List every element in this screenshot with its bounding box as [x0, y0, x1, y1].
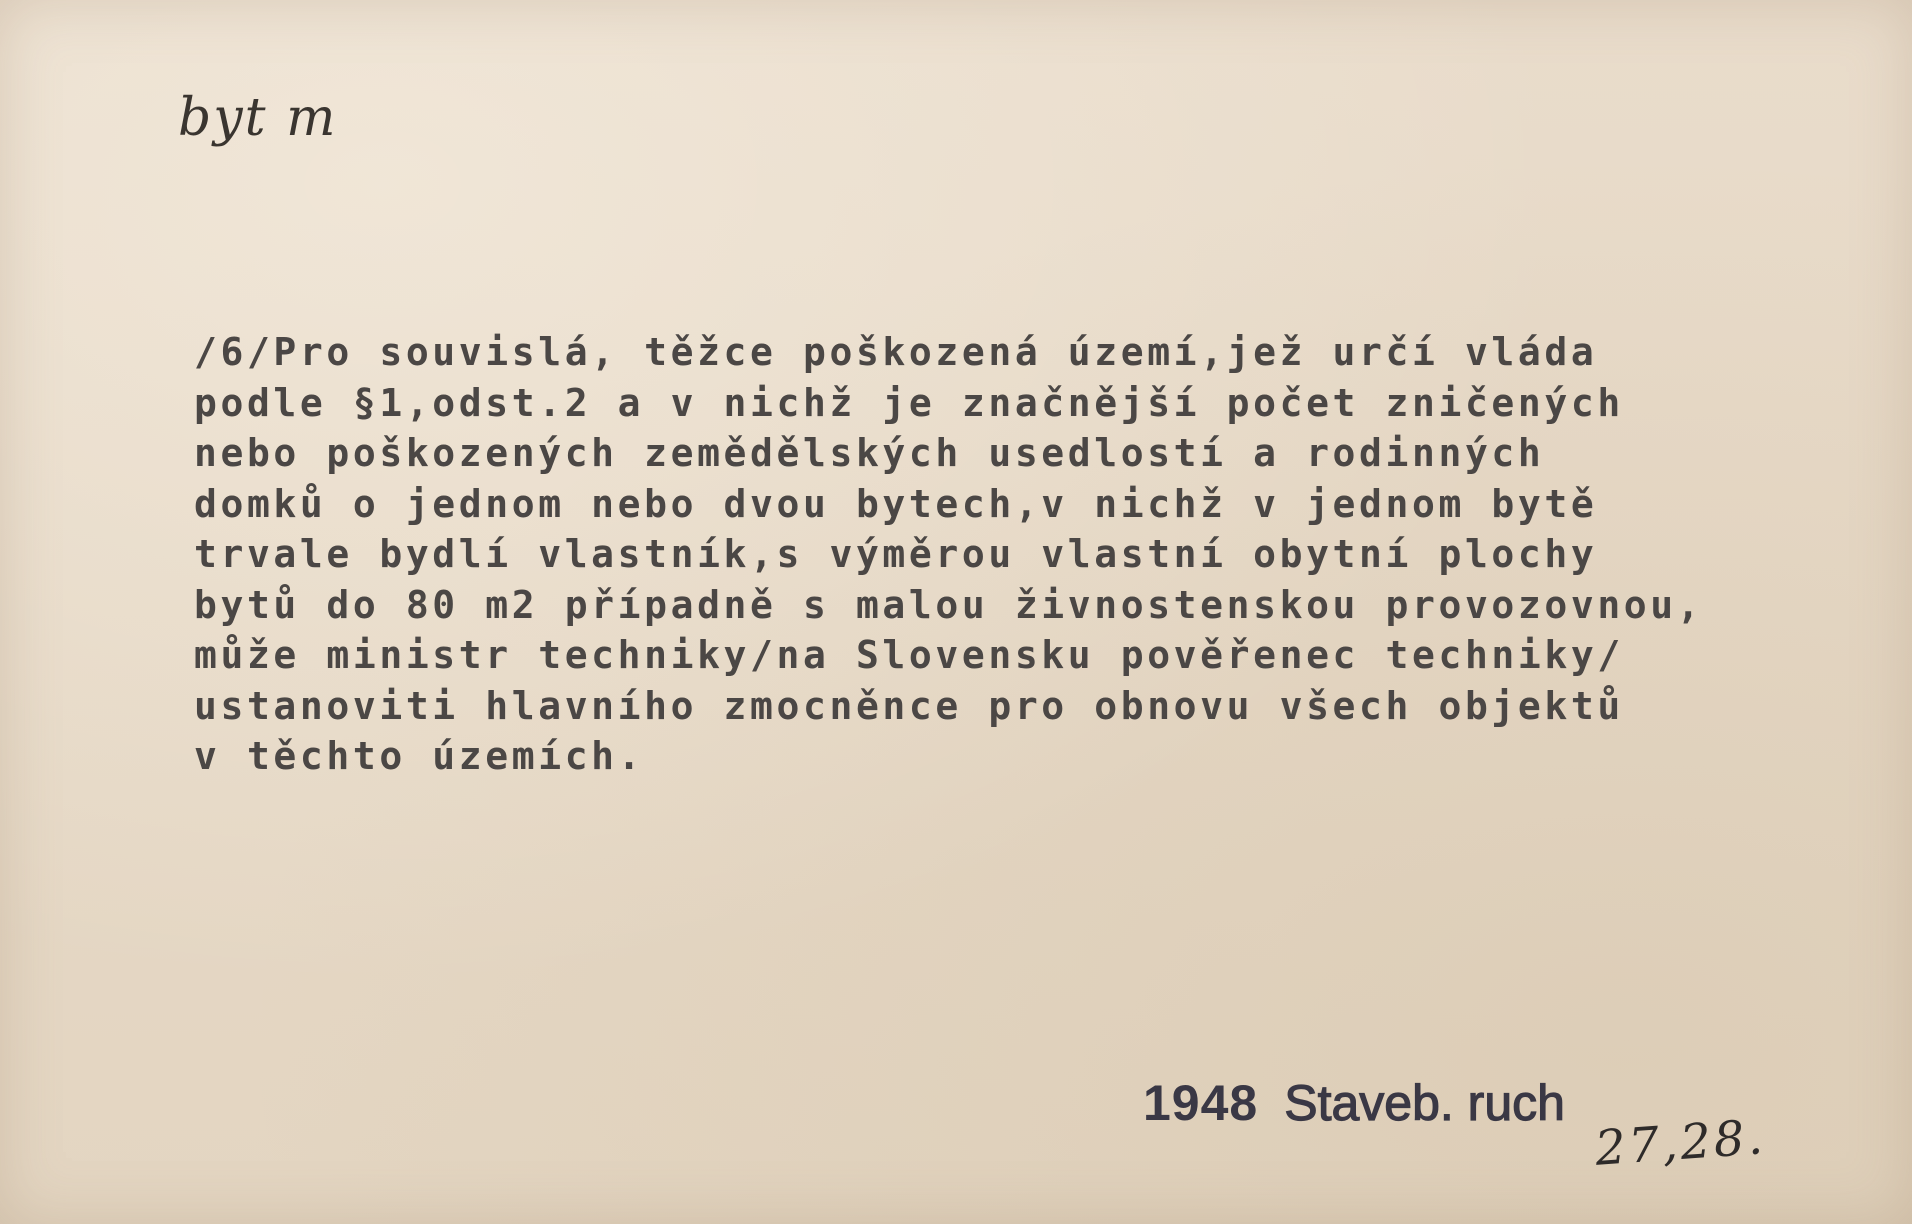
typed-line: ustanoviti hlavního zmocněnce pro obnovu všech objektů: [194, 683, 1624, 728]
typed-line: /6/Pro souvislá, těžce poškozená území,jež určí vláda: [194, 330, 1598, 374]
source-stamp: [1143, 1074, 1565, 1132]
typed-paragraph: [194, 327, 1874, 782]
typed-line: v těchto územích.: [194, 734, 645, 778]
stamp-year: 1948: [1143, 1075, 1259, 1131]
stamp-text: Staveb. ruch: [1284, 1075, 1565, 1131]
typed-line: nebo poškozených zemědělských usedlostí a rodinných: [194, 431, 1545, 475]
typed-line: bytů do 80 m2 případně s malou živnostenskou provozovnou,: [194, 582, 1704, 627]
typed-line: trvale bydlí vlastník,s výměrou vlastní obytní plochy: [194, 532, 1598, 576]
typed-line: domků o jednom nebo dvou bytech,v nichž v jednom bytě: [194, 481, 1598, 526]
typed-line: podle §1,odst.2 a v nichž je značnější počet zničených: [194, 380, 1624, 425]
handwritten-page-note: 27,28.: [1593, 1109, 1768, 1177]
typed-line: může ministr techniky/na Slovensku pověřenec techniky/: [194, 633, 1624, 677]
handwritten-heading: byt m: [178, 88, 338, 148]
